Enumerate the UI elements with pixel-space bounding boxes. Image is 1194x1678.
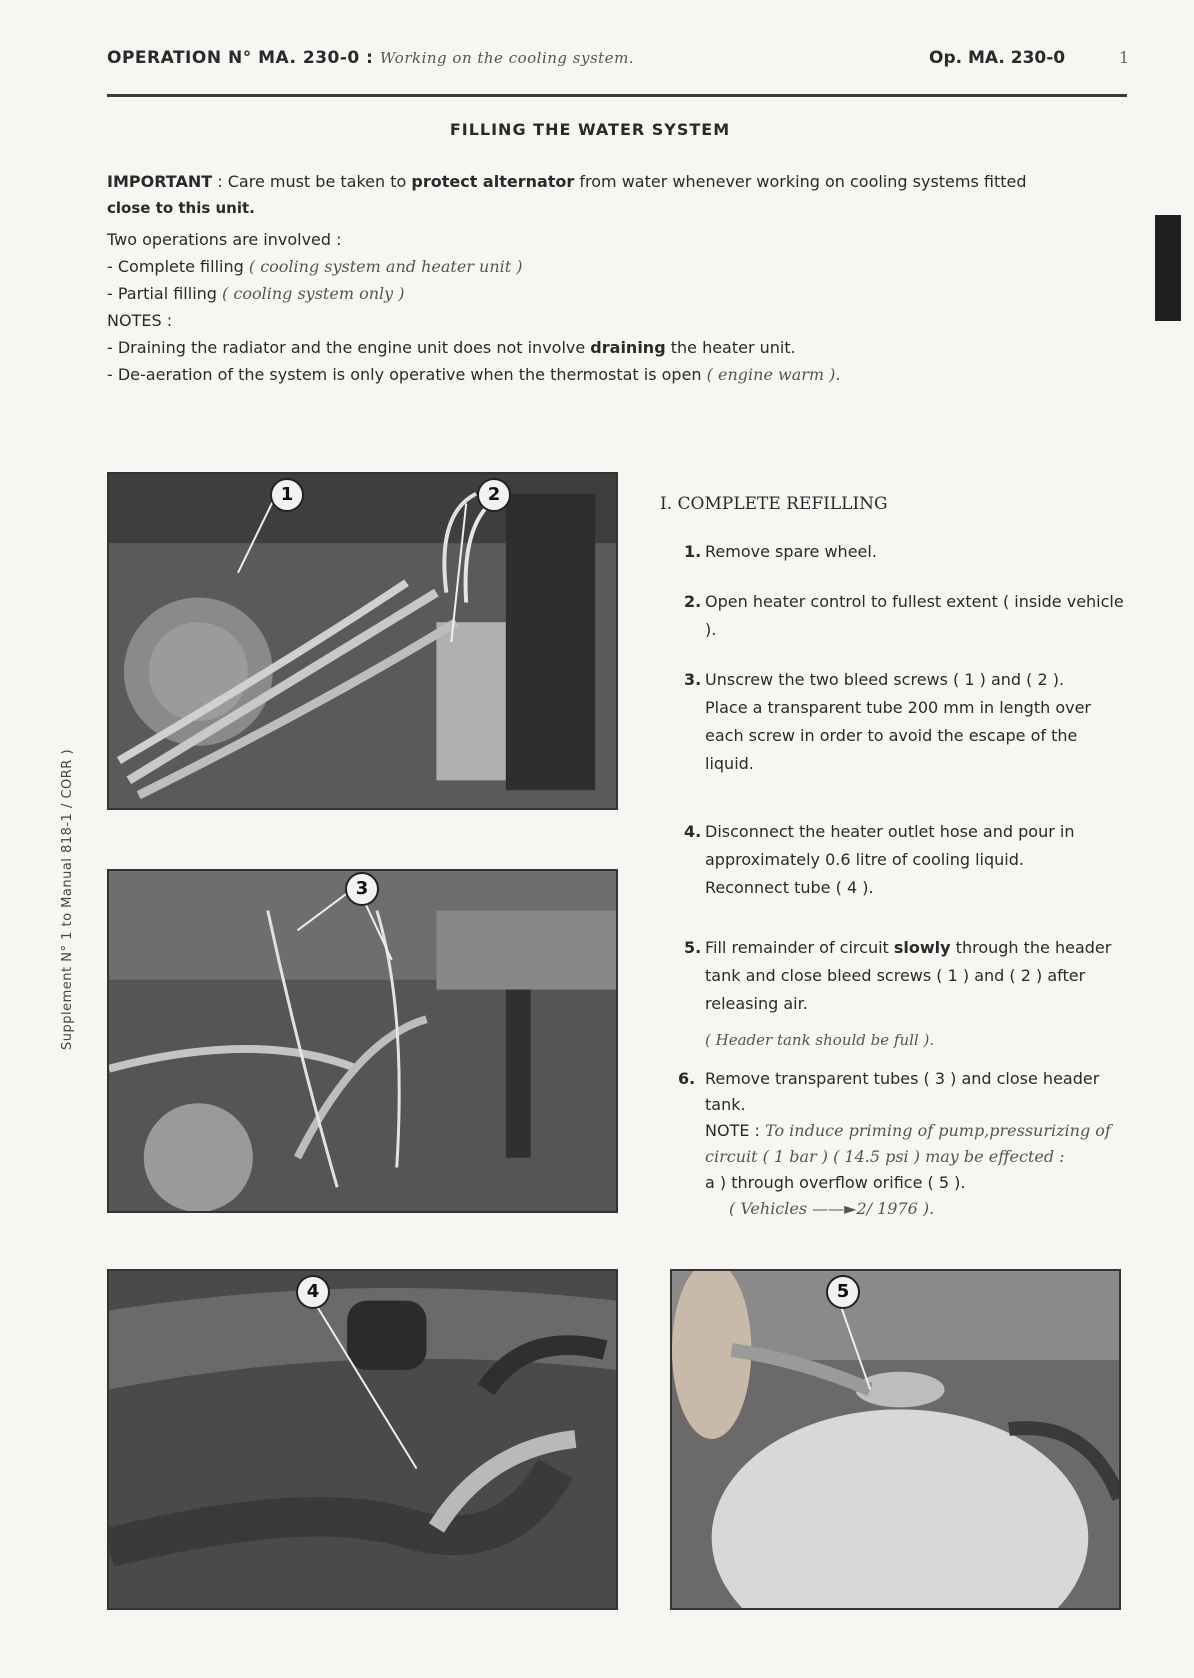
step-1: 1. Remove spare wheel.	[684, 542, 877, 561]
intro-text	[107, 168, 1107, 388]
step-3: 3. Unscrew the two bleed screws ( 1 ) and ( 2 ). Place a transparent tube 200 mm in length over each screw in order to avoid the escape of the liquid.	[684, 670, 1091, 773]
page-number: 1	[1119, 48, 1130, 67]
step-5-note: ( Header tank should be full ).	[705, 1031, 935, 1049]
operation-1: - Complete filling ( cooling system and heater unit )	[107, 257, 523, 276]
callout-3: 3	[345, 872, 379, 906]
important-line: IMPORTANT : Care must be taken to protect alternator from water whenever working on cooling systems fitted	[107, 172, 1027, 191]
step-5: 5. Fill remainder of circuit slowly through the header tank and close bleed screws ( 1 ) and ( 2 ) after releasing air.	[684, 938, 1112, 1013]
procedure-steps	[660, 490, 1130, 1244]
note-1: - Draining the radiator and the engine unit does not involve draining the heater unit.	[107, 338, 796, 357]
operation-2: - Partial filling ( cooling system only )	[107, 284, 405, 303]
header-rule	[107, 94, 1127, 97]
operation-number: OPERATION N° MA. 230-0 : Working on the cooling system.	[107, 48, 635, 68]
photo-heater-hose	[107, 1269, 618, 1610]
spine-label: Supplement N° 1 to Manual 818-1 / CORR )	[60, 748, 75, 1050]
operation-subtitle: Working on the cooling system.	[379, 49, 635, 67]
involved-line: Two operations are involved :	[107, 230, 342, 249]
step-2: 2. Open heater control to fullest extent ( inside vehicle ).	[684, 592, 1124, 639]
section-title: FILLING THE WATER SYSTEM	[449, 120, 731, 139]
callout-4: 4	[296, 1275, 330, 1309]
photo-header-tank	[670, 1269, 1121, 1610]
callout-2: 2	[477, 478, 511, 512]
note-2: - De-aeration of the system is only operative when the thermostat is open ( engine warm ).	[107, 365, 841, 384]
page-header	[107, 44, 1132, 74]
callout-5: 5	[826, 1275, 860, 1309]
important-line-2: close to this unit.	[107, 199, 255, 217]
procedure-heading: I. COMPLETE REFILLING	[660, 494, 888, 514]
step-4: 4. Disconnect the heater outlet hose and pour in approximately 0.6 litre of cooling liquid. Reconnect tube ( 4 ).	[684, 822, 1075, 897]
notes-label: NOTES :	[107, 311, 173, 330]
section-tab-marker	[1155, 215, 1181, 321]
photo-transparent-tubes	[107, 869, 618, 1213]
callout-1: 1	[270, 478, 304, 512]
operation-code: Op. MA. 230-0	[929, 48, 1066, 68]
photo-bleed-screws	[107, 472, 618, 810]
step-6: 6. Remove transparent tubes ( 3 ) and close header tank. NOTE : To induce priming of pump,pressurizing of circuit ( 1 bar ) ( 14.5 psi ) may be effected : a ) through overflow orifice ( 5 ). ( Vehicles ——►2/ 1976 ).	[678, 1069, 1111, 1218]
